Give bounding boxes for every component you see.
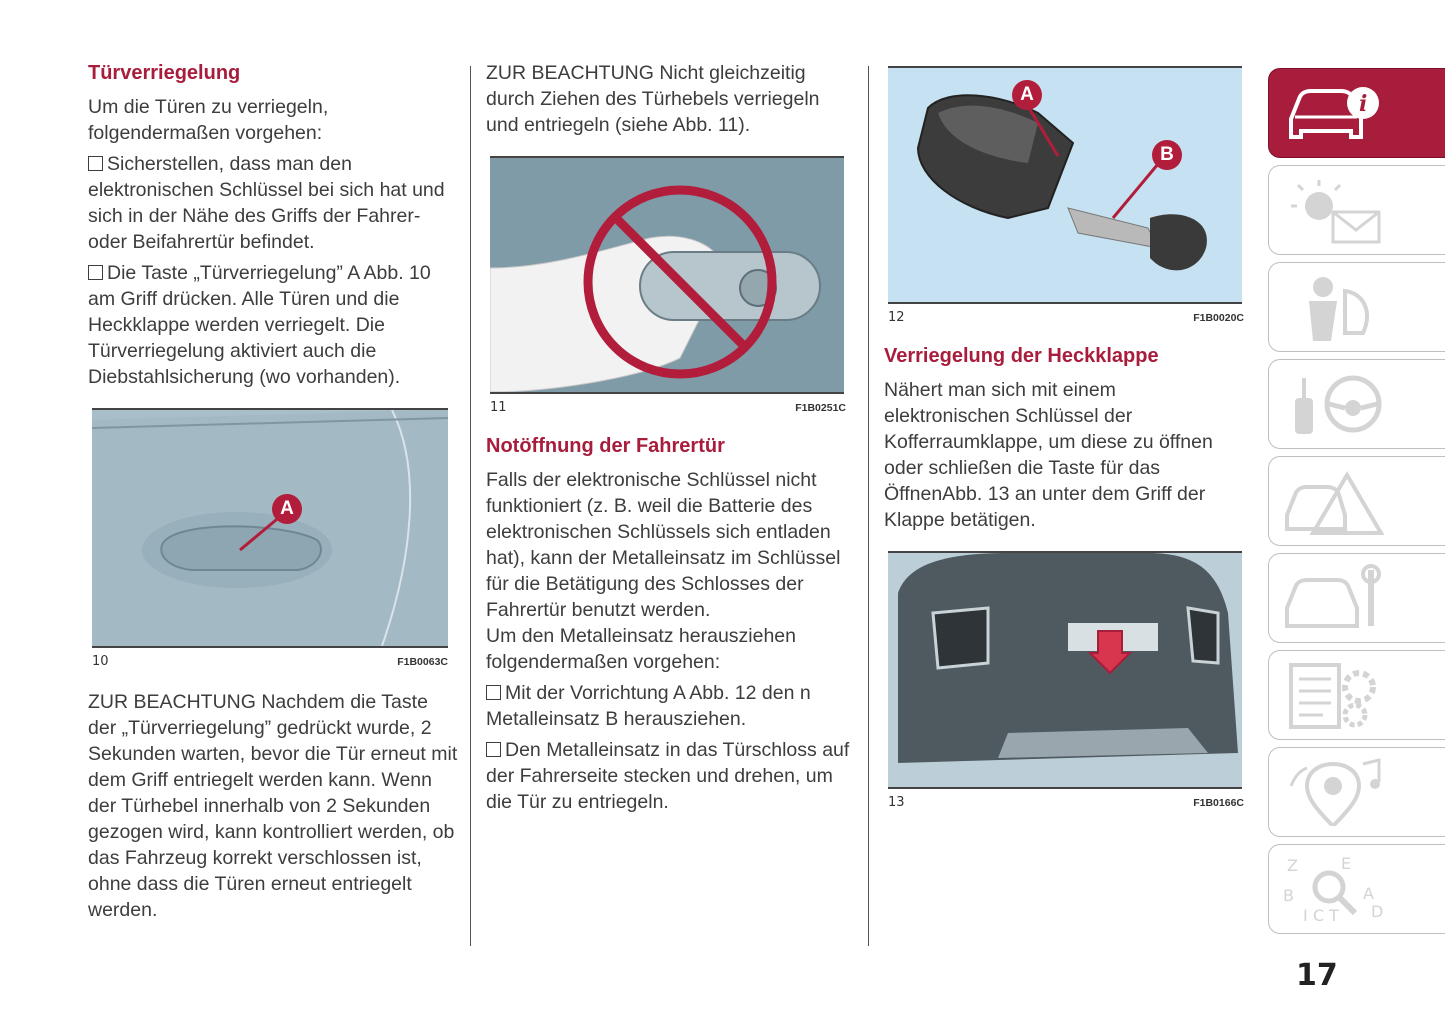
column-2 — [486, 60, 854, 815]
callout-b: B — [1152, 140, 1182, 170]
tab-index[interactable] — [1268, 844, 1445, 934]
svg-text:Z: Z — [1287, 856, 1298, 875]
key-steering-wheel-icon — [1283, 368, 1393, 438]
tab-emergency[interactable] — [1268, 456, 1445, 546]
figure-13 — [884, 551, 1246, 810]
tab-starting-driving[interactable] — [1268, 359, 1445, 449]
list-item: Den Metalleinsatz in das Türschloss auf der Fahrerseite stecken und drehen, um die Tür zu entriegeln. — [486, 739, 850, 813]
svg-text:B: B — [1283, 886, 1294, 905]
checkbox-bullet-icon — [88, 265, 103, 280]
paragraph: Um den Metalleinsatz herausziehen folgendermaßen vorgehen: — [486, 625, 797, 673]
figure-caption — [92, 654, 448, 669]
figure-caption — [490, 400, 846, 415]
column-divider — [470, 66, 471, 946]
no-pull-handle-illustration — [490, 158, 844, 392]
technical-data-icon — [1283, 659, 1393, 729]
figure-10-image — [92, 408, 448, 648]
car-info-icon — [1283, 77, 1393, 147]
multimedia-icon — [1283, 756, 1393, 826]
checkbox-bullet-icon — [88, 156, 103, 171]
callout-a: A — [272, 494, 302, 524]
paragraph: Nähert man sich mit einem elektronischen Schlüssel der Kofferraumklappe, um diese zu öffnen oder schließen die Taste für das ÖffnenAbb. 13 an unter dem Griff der Klappe betätigen. — [884, 379, 1213, 531]
tab-safety[interactable] — [1268, 262, 1445, 352]
checkbox-bullet-icon — [486, 685, 501, 700]
figure-code: F1B0020C — [1193, 312, 1244, 324]
key-fob-illustration — [888, 68, 1242, 302]
list-item: Sicherstellen, dass man den elektronischen Schlüssel bei sich hat und sich in der Nähe des Griffs der Fahrer- oder Beifahrertür befindet. — [88, 153, 445, 253]
figure-number: 10 — [92, 654, 109, 669]
door-handle-illustration — [92, 410, 448, 646]
callout-a: A — [1012, 80, 1042, 110]
tab-multimedia[interactable] — [1268, 747, 1445, 837]
section-heading-emergency-opening: Notöffnung der Fahrertür — [486, 435, 725, 457]
note-text: ZUR BEACHTUNG Nachdem die Taste der „Türverriegelung” gedrückt wurde, 2 Sekunden warten, bevor die Tür erneut mit dem Griff entriegelt werden kann. Wenn der Türhebel innerhalb von 2 Sekunden gezogen wird, kann kontrolliert werden, ob das Fahrzeug korrekt verschlossen ist, ohne dass die Türen erneut entriegelt werden. — [88, 691, 458, 921]
checkbox-bullet-icon — [486, 742, 501, 757]
car-maintenance-icon — [1283, 562, 1393, 632]
figure-number: 11 — [490, 400, 507, 415]
svg-text:I: I — [1303, 906, 1308, 923]
note-text: ZUR BEACHTUNG Nicht gleichzeitig durch Ziehen des Türhebels verriegeln und entriegeln (siehe Abb. 11). — [486, 62, 820, 136]
figure-code: F1B0063C — [397, 656, 448, 668]
section-heading-door-locking: Türverriegelung — [88, 62, 241, 84]
svg-text:E: E — [1341, 854, 1352, 873]
tailgate-illustration — [888, 553, 1242, 787]
page-number: 17 — [1296, 958, 1338, 993]
column-divider — [868, 66, 869, 946]
svg-text:i: i — [1359, 91, 1368, 117]
svg-text:C: C — [1313, 906, 1325, 923]
figure-12 — [884, 66, 1246, 325]
column-1 — [88, 60, 458, 923]
figure-caption — [888, 795, 1244, 810]
tab-technical-data[interactable] — [1268, 650, 1445, 740]
figure-number: 12 — [888, 310, 905, 325]
lights-message-icon — [1283, 174, 1393, 244]
figure-caption — [888, 310, 1244, 325]
figure-code: F1B0251C — [795, 402, 846, 414]
svg-text:A: A — [1363, 884, 1374, 903]
tab-car-info[interactable] — [1268, 68, 1445, 158]
safety-airbag-icon — [1283, 271, 1393, 341]
column-3 — [884, 60, 1246, 810]
emergency-warning-icon — [1283, 465, 1393, 535]
intro-text: Um die Türen zu verriegeln, folgendermaßen vorgehen: — [88, 96, 329, 144]
tab-maintenance[interactable] — [1268, 553, 1445, 643]
figure-13-image — [888, 551, 1242, 789]
figure-number: 13 — [888, 795, 905, 810]
figure-12-image — [888, 66, 1242, 304]
svg-text:D: D — [1371, 902, 1384, 921]
tab-lights-messages[interactable] — [1268, 165, 1445, 255]
list-item: Die Taste „Türverriegelung” A Abb. 10 am Griff drücken. Alle Türen und die Heckklappe werden verriegelt. Die Türverriegelung aktiviert auch die Diebstahlsicherung (wo vorhanden). — [88, 262, 431, 388]
figure-code: F1B0166C — [1193, 797, 1244, 809]
section-heading-tailgate-locking: Verriegelung der Heckklappe — [884, 345, 1159, 367]
figure-11 — [486, 156, 854, 415]
svg-text:T: T — [1329, 906, 1339, 923]
figure-10 — [88, 408, 458, 669]
paragraph: Falls der elektronische Schlüssel nicht funktioniert (z. B. weil die Batterie des elektronischen Schlüssels sich entladen hat), kann der Metalleinsatz im Schlüssel für die Betätigung des Schlosses der Fahrertür benutzt werden. — [486, 469, 841, 621]
list-item: Mit der Vorrichtung A Abb. 12 den n Metalleinsatz B herausziehen. — [486, 682, 811, 730]
figure-11-image — [490, 156, 844, 394]
index-search-icon — [1283, 853, 1393, 923]
